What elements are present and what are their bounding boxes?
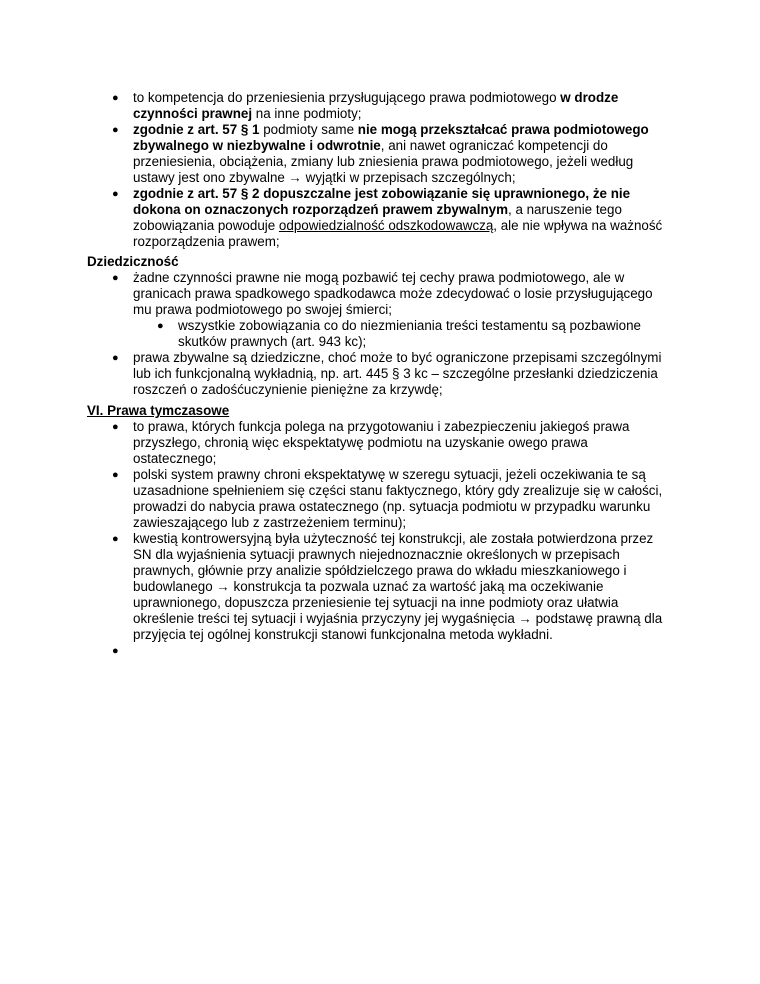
bullet: ● xyxy=(112,645,119,657)
list-item: ● polski system prawny chroni ekspektatywę w szeregu sytuacji, jeżeli oczekiwania te są uzasadnione spełnieniem się części stanu faktycznego, który gdy zrealizuje się w całości, prowadzi do nabycia prawa ostatecznego (np. sytuacja podmiotu w przypadku warunku zawieszającego lub z zastrzeżeniem terminu); xyxy=(112,467,663,530)
list-item: ● to prawa, których funkcja polega na przygotowaniu i zabezpieczeniu jakiegoś prawa przyszłego, chronią więc ekspektatywę podmiotu na uzyskanie owego prawa ostatecznego; xyxy=(112,419,630,466)
section-heading-dziedzicznosc: Dziedziczność xyxy=(87,254,179,269)
bullet: ● xyxy=(112,272,119,284)
section-heading-prawa-tymczasowe: VI. Prawa tymczasowe xyxy=(87,403,230,418)
list-item: ● to kompetencja do przeniesienia przysługującego prawa podmiotowego w drodze czynności prawnej na inne podmioty; xyxy=(112,90,619,121)
bullet: ● xyxy=(112,92,119,104)
bullet: ● xyxy=(157,320,164,332)
list-item: ● zgodnie z art. 57 § 2 dopuszczalne jest zobowiązanie się uprawnionego, że nie dokona on oznaczonych rozporządzeń prawem zbywalnym, a naruszenie tego zobowiązania powoduje odpowiedzialność odszkodowawczą, ale nie wpływa na ważność rozporządzenia prawem; xyxy=(112,186,663,249)
list-item: ● zgodnie z art. 57 § 1 podmioty same nie mogą przekształcać prawa podmiotowego zbywalnego w niezbywalne i odwrotnie, ani nawet ograniczać kompetencji do przeniesienia, obciążenia, zmiany lub zniesienia prawa podmiotowego, jeżeli według ustawy jest ono zbywalne → wyjątki w przepisach szczególnych; xyxy=(112,122,649,185)
list-item: ● żadne czynności prawne nie mogą pozbawić tej cechy prawa podmiotowego, ale w granicach prawa spadkowego spadkodawca może zdecydować o losie przysługującego mu prawa podmiotowego po swojej śmierci; xyxy=(112,270,653,317)
sub-list-item: ● wszystkie zobowiązania co do niezmieniania treści testamentu są pozbawione skutków prawnych (art. 943 kc); xyxy=(157,318,641,349)
bullet: ● xyxy=(112,352,119,364)
bullet: ● xyxy=(112,421,119,433)
bullet: ● xyxy=(112,124,119,136)
bullet: ● xyxy=(112,469,119,481)
list-item: ● kwestią kontrowersyjną była użyteczność tej konstrukcji, ale została potwierdzona przez SN dla wyjaśnienia sytuacji prawnych niejednoznacznie określonych w przepisach prawnych, głównie przy analizie spółdzielczego prawa do wkładu mieszkaniowego i budowlanego → konstrukcja ta pozwala uznać za wartość jaką ma oczekiwanie uprawnionego, dopuszcza przeniesienie tej sytuacji na inne podmioty oraz ułatwia określenie treści tej sytuacji i wyjaśnia przyczyny jej wygaśnięcia → podstawę prawną dla przyjęcia tej ogólnej konstrukcji stanowi funkcjonalna metoda wykładni. xyxy=(112,531,663,642)
list-item: ● prawa zbywalne są dziedziczne, choć może to być ograniczone przepisami szczególnymi lub ich funkcjonalną wykładnią, np. art. 445 § 3 kc – szczególne przesłanki dziedziczenia roszczeń o zadośćuczynienie pieniężne za krzywdę; xyxy=(112,350,662,397)
bullet: ● xyxy=(112,188,119,200)
bullet: ● xyxy=(112,533,119,545)
